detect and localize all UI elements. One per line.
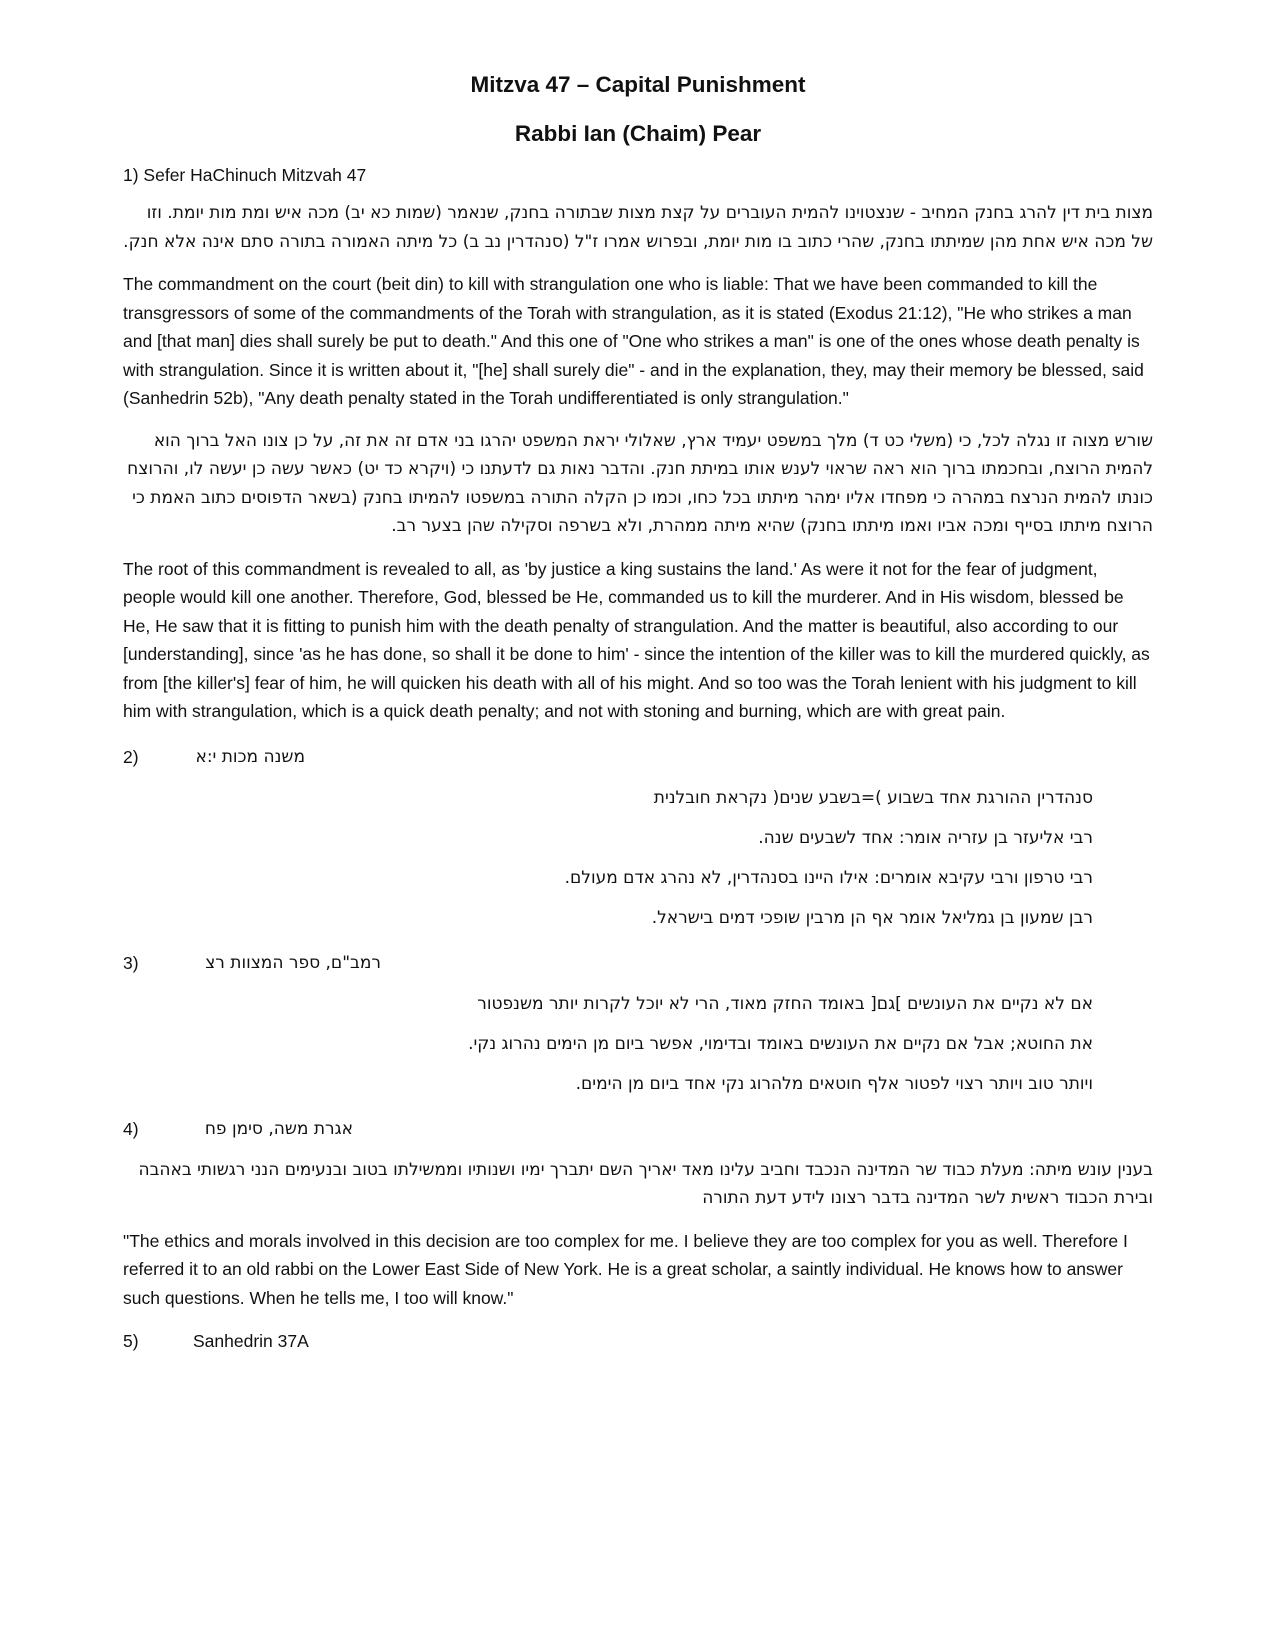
section-3-line-3: ויותר טוב ויותר רצוי לפטור אלף חוטאים מלהרוג נקי אחד ביום מן הימים. [575, 1073, 1093, 1094]
section-4-number: 4) [123, 1118, 139, 1139]
section-1-hebrew-paragraph-1: מצות בית דין להרג בחנק המחיב - שנצטוינו להמית העוברים על קצת מצות שבתורה בחנק, שנאמר (שמות כא יב) מכה איש ומת מות יומת. וזו של מכה איש אחת מהן שמיתתו בחנק, שהרי כתוב בו מות יומת, ובפרוש אמרו ז"ל (סנהדרין נב ב) כל מיתה האמורה בתורה סתם אינה אלא חנק. [123, 203, 1153, 252]
document-page [123, 68, 1153, 1368]
section-2-line-1: סנהדרין ההורגת אחד בשבוע )=בשבע שנים( נקראת חובלנית [653, 787, 1093, 808]
section-4-heading [123, 1114, 1153, 1144]
section-1-english-paragraph-2: The root of this commandment is revealed to all, as 'by justice a king sustains the land.' As were it not for the fear of judgment, people would kill one another. Therefore, God, blessed be He, commanded us to kill the murderer. And in His wisdom, blessed be He, He saw that it is fitting to punish him with the death penalty of strangulation. And the matter is beautiful, also according to our [understanding], since 'as he has done, so shall it be done to him' - since the intention of the killer was to kill the murdered quickly, as from [the killer's] fear of him, he will quicken his death with all of his might. And so too was the Torah lenient with his judgment to kill him with strangulation, which is a quick death penalty; and not with stoning and burning, which are with great pain. [123, 558, 1150, 721]
section-2-line-2: רבי אליעזר בן עזריה אומר: אחד לשבעים שנה. [758, 827, 1093, 848]
section-4-hebrew-paragraph: בענין עונש מיתה: מעלת כבוד שר המדינה הנכבד וחביב עלינו מאד יאריך השם יתברך ימיו ושנותיו וממשילתו בטוב ובנעימים הנני רגשותי באהבה ובירת הכבוד ראשית לשר המדינה בדבר רצונו לידע דעת התורה [138, 1159, 1153, 1208]
section-5-number: 5) [123, 1331, 139, 1351]
author-name: Rabbi Ian (Chaim) Pear [514, 121, 762, 146]
section-3-number: 3) [123, 952, 139, 973]
section-3-label: רמב"ם, ספר המצוות רצ [205, 952, 381, 973]
section-1-english-paragraph-1: The commandment on the court (beit din) to kill with strangulation one who is liable: That we have been commanded to kill the transgressors of some of the commandments of the Torah with strangulation, as it is stated (Exodus 21:12), "He who strikes a man and [that man] dies shall surely be put to death." And this one of "One who strikes a man" is one of the ones whose death penalty is with strangulation. Since it is written about it, "[he] shall surely die" - and in the explanation, they, may their memory be blessed, said (Sanhedrin 52b), "Any death penalty stated in the Torah undifferentiated is only strangulation." [123, 274, 1144, 408]
section-2-number: 2) [123, 746, 139, 767]
section-2-line-4: רבן שמעון בן גמליאל אומר אף הן מרבין שופכי דמים בישראל. [651, 907, 1093, 928]
section-1-heading: 1) Sefer HaChinuch Mitzvah 47 [123, 165, 367, 185]
section-3-line-2: את החוטא; אבל אם נקיים את העונשים באומד ובדימוי, אפשר ביום מן הימים נהרוג נקי. [468, 1033, 1093, 1054]
section-2-line-3: רבי טרפון ורבי עקיבא אומרים: אילו היינו בסנהדרין, לא נהרג אדם מעולם. [564, 867, 1093, 888]
section-5-label: Sanhedrin 37A [193, 1331, 309, 1351]
section-2-heading [123, 742, 1153, 772]
page-title: Mitzva 47 – Capital Punishment [470, 72, 806, 97]
section-2-label: משנה מכות י:א [195, 746, 305, 767]
section-4-english-quote: "The ethics and morals involved in this decision are too complex for me. I believe they are too complex for you as well. Therefore I referred it to an old rabbi on the Lower East Side of New York. He is a great scholar, a saintly individual. He knows how to answer such questions. When he tells me, I too will know." [123, 1230, 1128, 1308]
section-4-label: אגרת משה, סימן פח [204, 1118, 353, 1139]
section-5-heading [123, 1326, 1153, 1356]
section-3-heading [123, 948, 1153, 978]
section-1-hebrew-paragraph-2: שורש מצוה זו נגלה לכל, כי (משלי כט ד) מלך במשפט יעמיד ארץ, שאלולי יראת המשפט יהרגו בני אדם זה את זה, על כן צונו האל ברוך הוא להמית הרוצח, ובחכמתו ברוך הוא ראה שראוי לענש אותו במיתת חנק. והדבר נאות גם לדעתנו כי (ויקרא כד יט) כאשר עשה כן יעשה לו, והרוצח כונתו להמית הנרצח במהרה כי מפחדו אליו ימהר מיתתו בכל כחו, וכמו כן הקלה התורה במשפטו להמיתו בחנק (בשאר הדפוסים כתוב האמת כי הרוצח מיתתו בסייף ומכה אביו ואמו מיתתו בחנק) שהיא מיתה ממהרת, ולא בשרפה וסקילה שהן בצער רב. [127, 430, 1153, 536]
section-3-line-1: אם לא נקיים את העונשים ]גם[ באומד החזק מאוד, הרי לא יוכל לקרות יותר משנפטור [477, 993, 1093, 1014]
